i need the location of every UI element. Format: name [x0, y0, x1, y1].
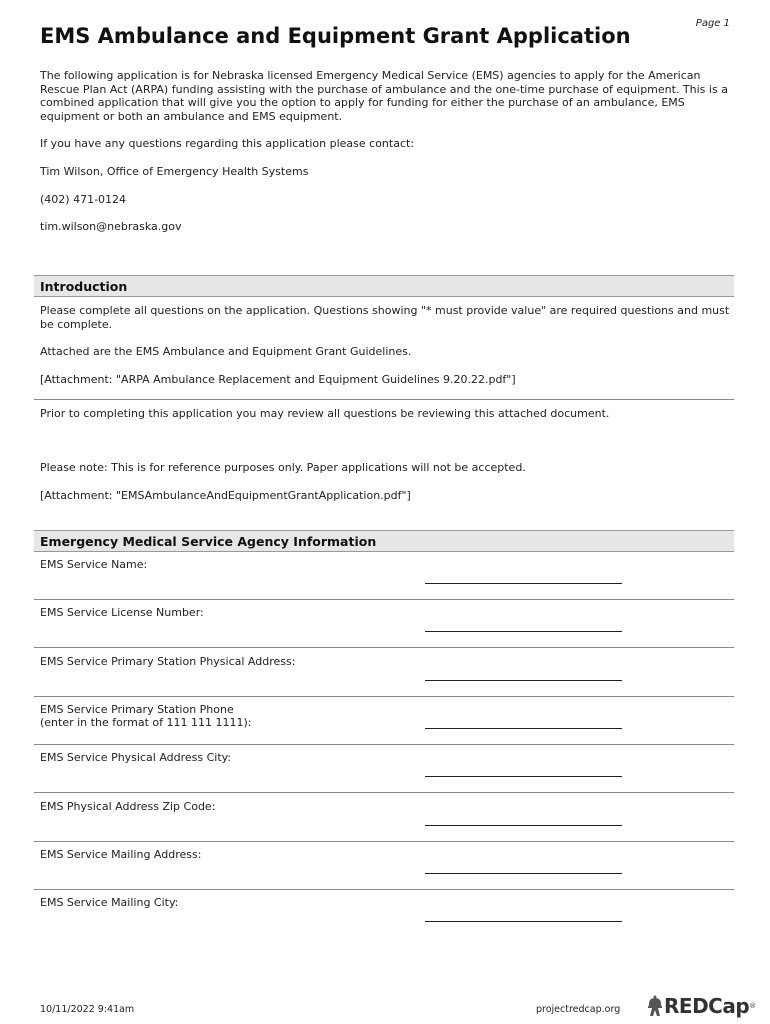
- attachment-guidelines: [Attachment: "ARPA Ambulance Replacement and Equipment Guidelines 9.20.22.pdf"]: [40, 372, 516, 386]
- footer-timestamp: 10/11/2022 9:41am: [40, 1004, 135, 1015]
- field-input-line[interactable]: [425, 921, 622, 922]
- intro-paragraph: The following application is for Nebraska licensed Emergency Medical Service (EMS) agencies to apply for the American Rescue Plan Act (ARPA) funding assisting with the purchase of ambulance and the one-time purchase of equipment. This is a combined application that will give you the option to apply for funding for either the purchase of an ambulance, EMS equipment or both an ambulance and EMS equipment.: [40, 69, 728, 123]
- field-input-line[interactable]: [425, 680, 622, 681]
- field-label: EMS Service Mailing City:: [40, 896, 179, 910]
- field-input-line[interactable]: [425, 825, 622, 826]
- field-divider: [34, 744, 734, 745]
- reference-note: Please note: This is for reference purposes only. Paper applications will not be accepted.: [40, 461, 526, 474]
- field-label: EMS Physical Address Zip Code:: [40, 799, 216, 813]
- field-label: EMS Service Primary Station Physical Address:: [40, 654, 296, 668]
- page-number: Page 1: [695, 18, 730, 29]
- introduction-block: [40, 304, 735, 400]
- contact-name: Tim Wilson, Office of Emergency Health Systems: [40, 164, 309, 178]
- field-label: EMS Service License Number:: [40, 606, 204, 620]
- agency-section-header: Emergency Medical Service Agency Information: [34, 530, 734, 552]
- field-label: EMS Service Name:: [40, 558, 148, 571]
- redcap-logo: [646, 994, 756, 1018]
- contact-prompt: If you have any questions regarding this application please contact:: [40, 137, 415, 151]
- field-divider: [34, 647, 734, 648]
- contact-email: tim.wilson@nebraska.gov: [40, 220, 182, 234]
- field-label: EMS Service Mailing Address:: [40, 847, 202, 861]
- footer-site: projectredcap.org: [536, 1004, 621, 1015]
- review-note: Prior to completing this application you may review all questions be reviewing this attached document.: [40, 407, 610, 420]
- form-title: EMS Ambulance and Equipment Grant Application: [40, 24, 631, 48]
- field-input-line[interactable]: [425, 631, 622, 632]
- intro-text: [40, 69, 735, 248]
- contact-phone: (402) 471-0124: [40, 192, 127, 206]
- field-label: EMS Service Primary Station Phone (enter in the format of 111 111 1111):: [40, 702, 252, 730]
- field-input-line[interactable]: [425, 873, 622, 874]
- attachment-application: [Attachment: "EMSAmbulanceAndEquipmentGrantApplication.pdf"]: [40, 488, 411, 502]
- redcap-logo-icon: [646, 995, 664, 1017]
- review-block: [40, 407, 735, 435]
- field-divider: [34, 696, 734, 697]
- field-divider: [34, 841, 734, 842]
- redcap-logo-reg: ®: [749, 1002, 757, 1010]
- reference-block: [40, 461, 735, 516]
- section-divider: [34, 399, 734, 400]
- field-divider: [34, 792, 734, 793]
- instructions-text: Please complete all questions on the application. Questions showing "* must provide value" are required questions and must be complete.: [40, 304, 730, 331]
- introduction-section-header: Introduction: [34, 275, 734, 297]
- field-divider: [34, 599, 734, 600]
- field-input-line[interactable]: [425, 728, 622, 729]
- guidelines-note: Attached are the EMS Ambulance and Equipment Grant Guidelines.: [40, 345, 412, 359]
- field-input-line[interactable]: [425, 583, 622, 584]
- field-divider: [34, 889, 734, 890]
- redcap-logo-text: REDCap: [664, 994, 750, 1018]
- field-label: EMS Service Physical Address City:: [40, 751, 232, 765]
- field-input-line[interactable]: [425, 776, 622, 777]
